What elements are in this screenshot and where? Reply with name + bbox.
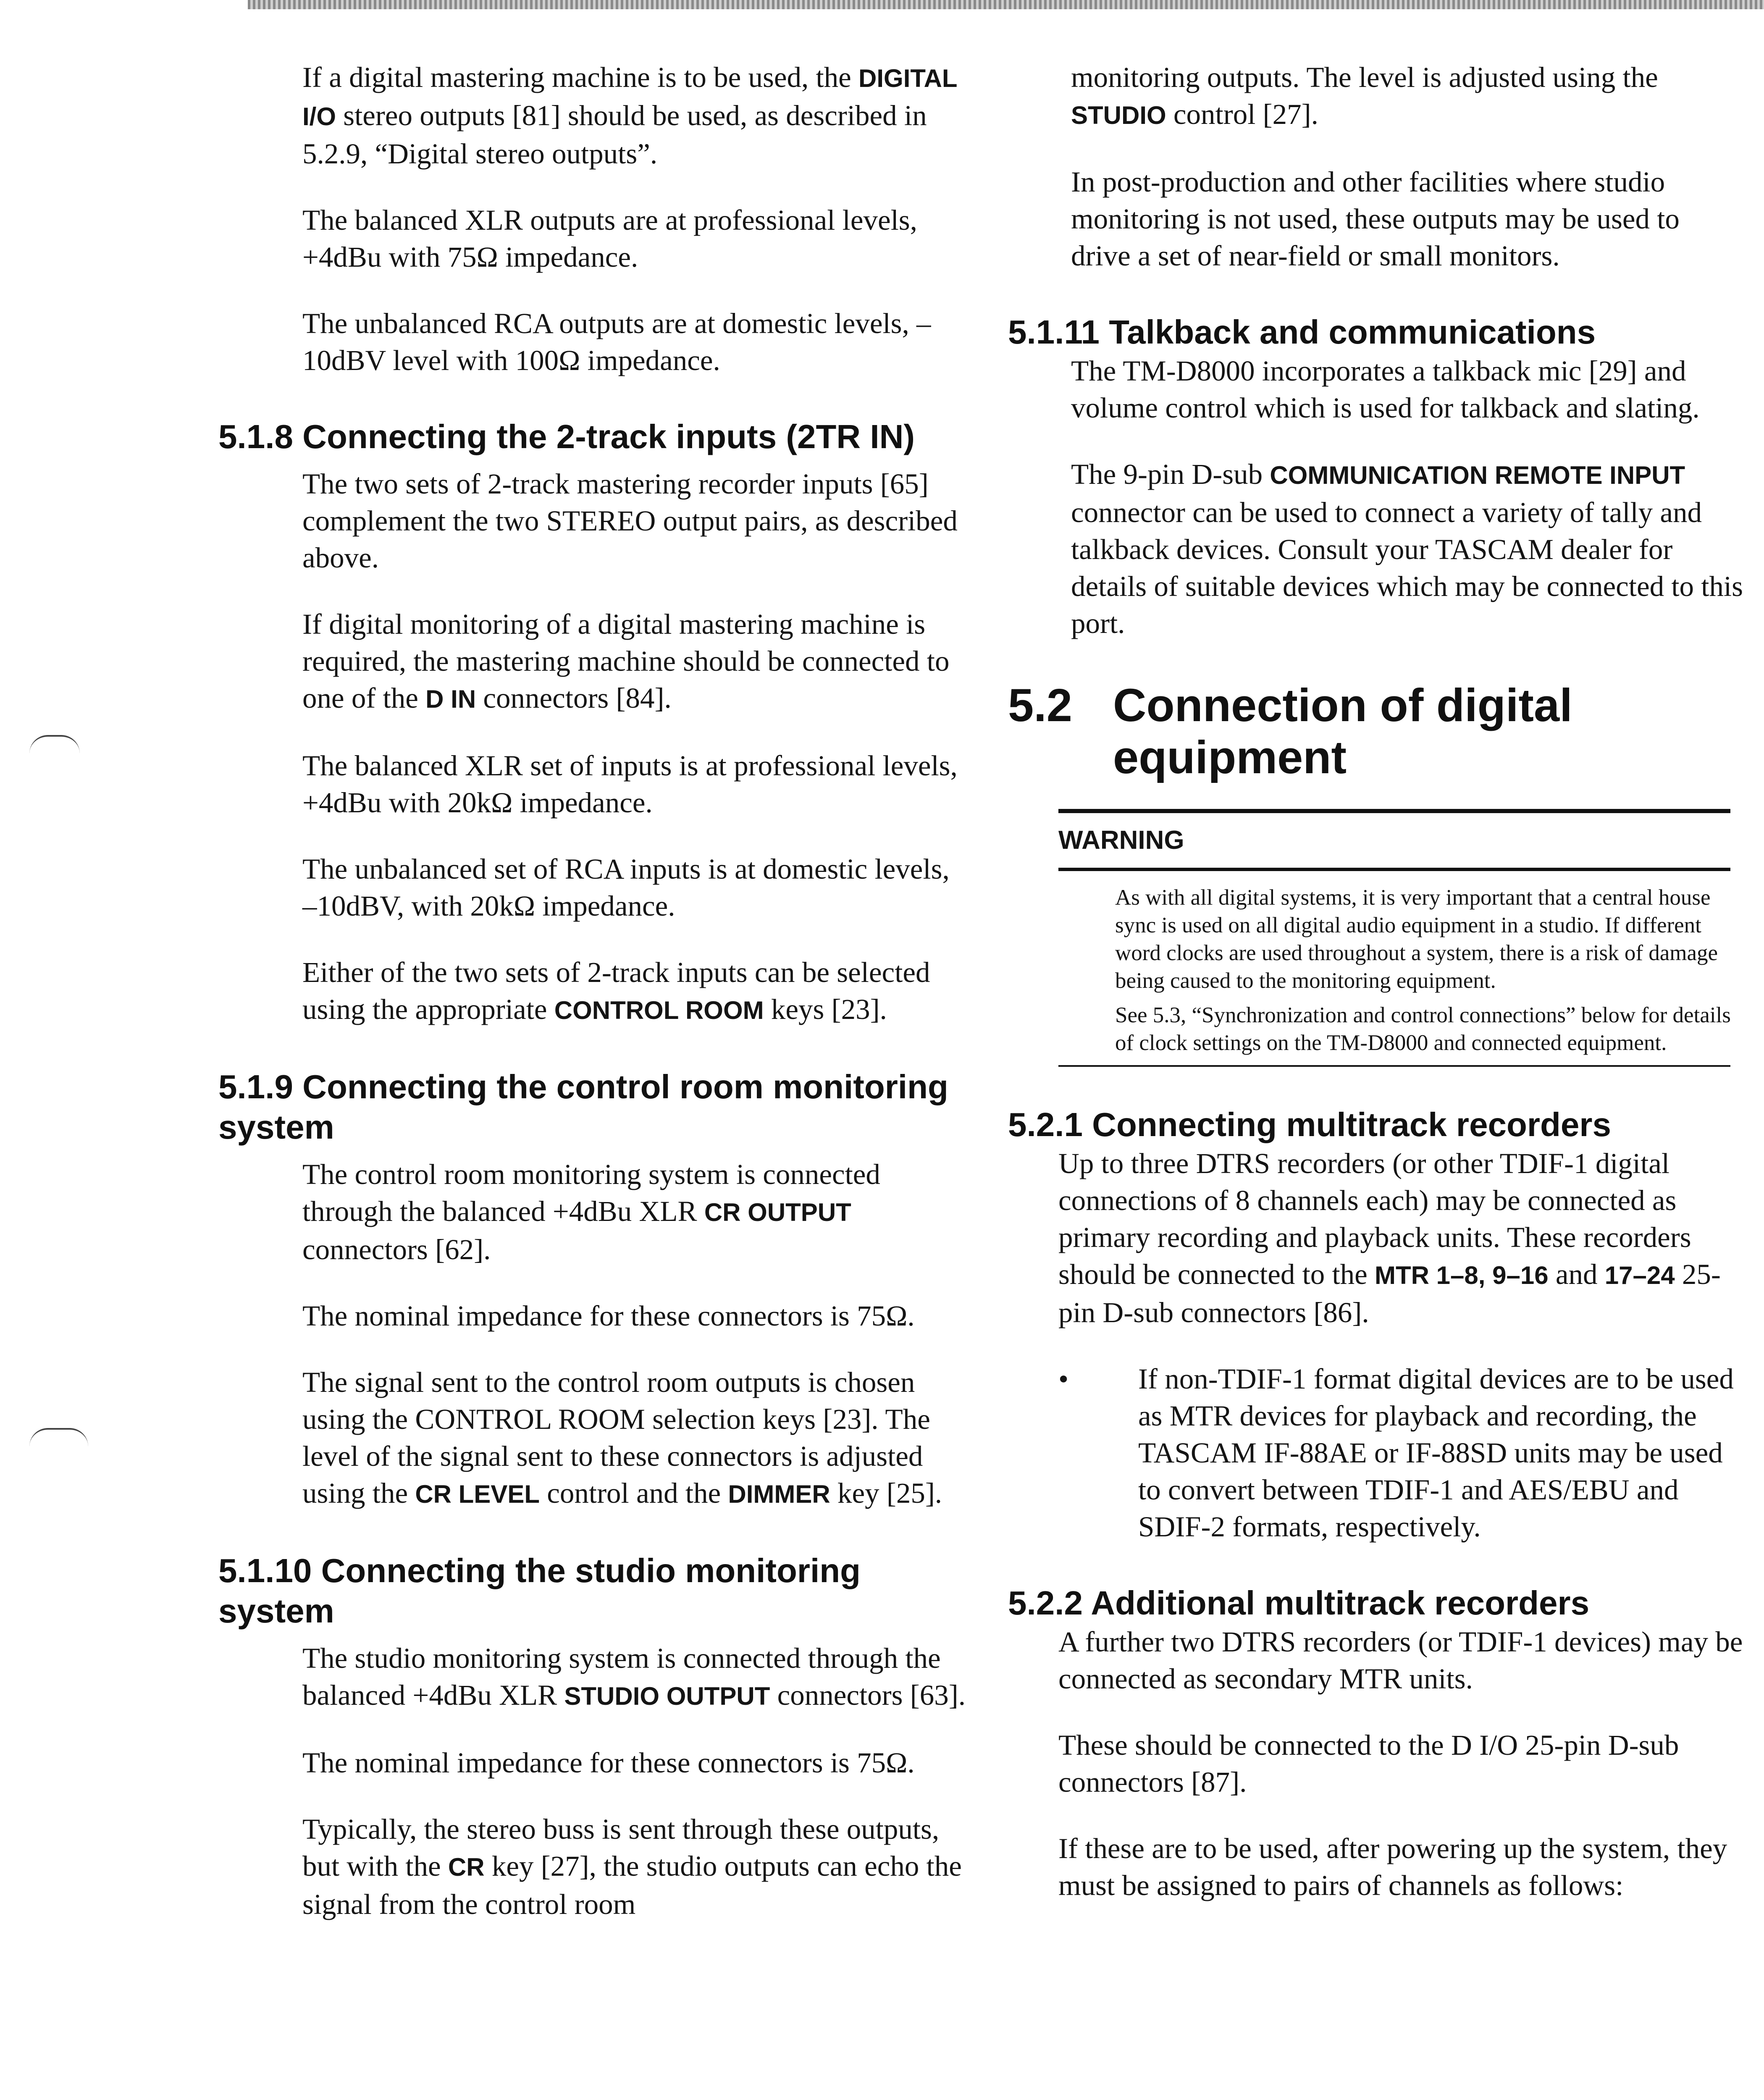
paragraph: A further two DTRS recorders (or TDIF-1 devices) may be connected as secondary MTR units. xyxy=(1058,1626,1743,1695)
bullet-item xyxy=(1008,1360,1743,1545)
warning-top-rule xyxy=(1058,809,1730,813)
warning-label: WARNING xyxy=(1058,826,1184,855)
section-heading-5-2 xyxy=(1008,680,1743,784)
section-number: 5.1.8 xyxy=(218,418,293,455)
left-column xyxy=(218,59,966,1923)
paragraph: These should be connected to the D I/O 25-pin D-sub connectors [87]. xyxy=(1058,1729,1679,1798)
warning-divider xyxy=(1058,868,1730,871)
margin-mark xyxy=(29,1428,88,1446)
paragraph: The control room monitoring system is connected through the balanced +4dBu XLR CR OUTPUT connectors [62]. xyxy=(302,1158,880,1265)
paragraph: Typically, the stereo buss is sent through these outputs, but with the CR key [27], the studio outputs can echo the signal from the control room xyxy=(302,1813,962,1920)
paragraph: The unbalanced RCA outputs are at domestic levels, –10dBV level with 100Ω impedance. xyxy=(302,307,931,376)
paragraph: The TM-D8000 incorporates a talkback mic [29] and volume control which is used for talkback and slating. xyxy=(1071,355,1700,424)
paragraph: Either of the two sets of 2-track inputs can be selected using the appropriate CONTROL ROOM keys [23]. xyxy=(302,956,930,1025)
section-title: Connecting the 2-track inputs (2TR IN) xyxy=(302,418,915,455)
section-heading-5-1-9 xyxy=(218,1067,966,1147)
paragraph: monitoring outputs. The level is adjusted using the STUDIO control [27]. xyxy=(1071,61,1658,130)
margin-mark xyxy=(29,735,80,753)
paragraph: The nominal impedance for these connectors is 75Ω. xyxy=(302,1747,915,1779)
bullet-dot: • xyxy=(1058,1363,1069,1395)
section-heading-5-2-1 xyxy=(1008,1105,1743,1145)
paragraph: The balanced XLR outputs are at professional levels, +4dBu with 75Ω impedance. xyxy=(302,204,917,273)
right-column xyxy=(1008,59,1743,1904)
paragraph: The studio monitoring system is connected through the balanced +4dBu XLR STUDIO OUTPUT connectors [63]. xyxy=(302,1642,966,1711)
section-number: 5.1.11 xyxy=(1008,313,1100,351)
section-title: Connecting the control room monitoring system xyxy=(218,1068,948,1146)
section-number: 5.2 xyxy=(1008,680,1072,731)
section-number: 5.1.10 xyxy=(218,1552,312,1589)
section-title: Additional multitrack recorders xyxy=(1091,1584,1590,1622)
section-number: 5.2.2 xyxy=(1008,1584,1083,1622)
section-title: Connecting multitrack recorders xyxy=(1092,1106,1612,1143)
top-border-band xyxy=(248,0,1764,9)
paragraph: The unbalanced set of RCA inputs is at domestic levels, –10dBV, with 20kΩ impedance. xyxy=(302,853,950,922)
paragraph: The 9-pin D-sub COMMUNICATION REMOTE INPUT connector can be used to connect a variety of tally and talkback devices. Consult your TASCAM dealer for details of suitable devices which may be connected to this port. xyxy=(1071,458,1743,639)
warning-text: As with all digital systems, it is very important that a central house sync is used on all digital audio equipment in a studio. If different word clocks are used throughout a system, there is a risk of damage being caused to the monitoring equipment. xyxy=(1115,885,1718,993)
warning-text: See 5.3, “Synchronization and control connections” below for details of clock settings on the TM-D8000 and connected equipment. xyxy=(1115,1003,1731,1055)
section-heading-5-1-8 xyxy=(218,417,966,457)
section-title: Connecting the studio monitoring system xyxy=(218,1552,861,1630)
paragraph: The signal sent to the control room outputs is chosen using the CONTROL ROOM selection keys [23]. The level of the signal sent to these connectors is adjusted using the CR LEVEL control and the DIMMER key [25]. xyxy=(302,1366,942,1509)
section-title: Connection of digital equipment xyxy=(1113,680,1572,783)
paragraph: If digital monitoring of a digital mastering machine is required, the mastering machine should be connected to one of the D IN connectors [84]. xyxy=(302,608,950,714)
paragraph: In post-production and other facilities where studio monitoring is not used, these outputs may be used to drive a set of near-field or small monitors. xyxy=(1071,166,1680,272)
warning-box xyxy=(1008,809,1743,1067)
paragraph: If a digital mastering machine is to be used, the DIGITAL I/O stereo outputs [81] should be used, as described in 5.2.9, “Digital stereo outputs”. xyxy=(302,61,957,170)
section-heading-5-1-10 xyxy=(218,1551,966,1631)
section-number: 5.1.9 xyxy=(218,1068,293,1105)
section-title: Talkback and communications xyxy=(1109,313,1596,351)
bullet-text: If non-TDIF-1 format digital devices are to be used as MTR devices for playback and recording, the TASCAM IF-88AE or IF-88SD units may be used to convert between TDIF-1 and AES/EBU and SDIF-2 formats, respectively. xyxy=(1138,1363,1734,1543)
section-heading-5-2-2 xyxy=(1008,1583,1743,1623)
paragraph: The two sets of 2-track mastering recorder inputs [65] complement the two STEREO output pairs, as described above. xyxy=(302,468,958,574)
section-heading-5-1-11 xyxy=(1008,312,1743,352)
warning-bottom-rule xyxy=(1058,1065,1730,1067)
warning-body xyxy=(1115,871,1735,1057)
paragraph: If these are to be used, after powering up the system, they must be assigned to pairs of channels as follows: xyxy=(1058,1832,1727,1901)
section-number: 5.2.1 xyxy=(1008,1106,1083,1143)
paragraph: Up to three DTRS recorders (or other TDIF-1 digital connections of 8 channels each) may be connected as primary recording and playback units. These recorders should be connected to the MTR 1–8, 9–16 and 17–24 25-pin D-sub connectors [86]. xyxy=(1058,1147,1721,1328)
paragraph: The nominal impedance for these connectors is 75Ω. xyxy=(302,1300,915,1332)
paragraph: The balanced XLR set of inputs is at professional levels, +4dBu with 20kΩ impedance. xyxy=(302,750,958,819)
